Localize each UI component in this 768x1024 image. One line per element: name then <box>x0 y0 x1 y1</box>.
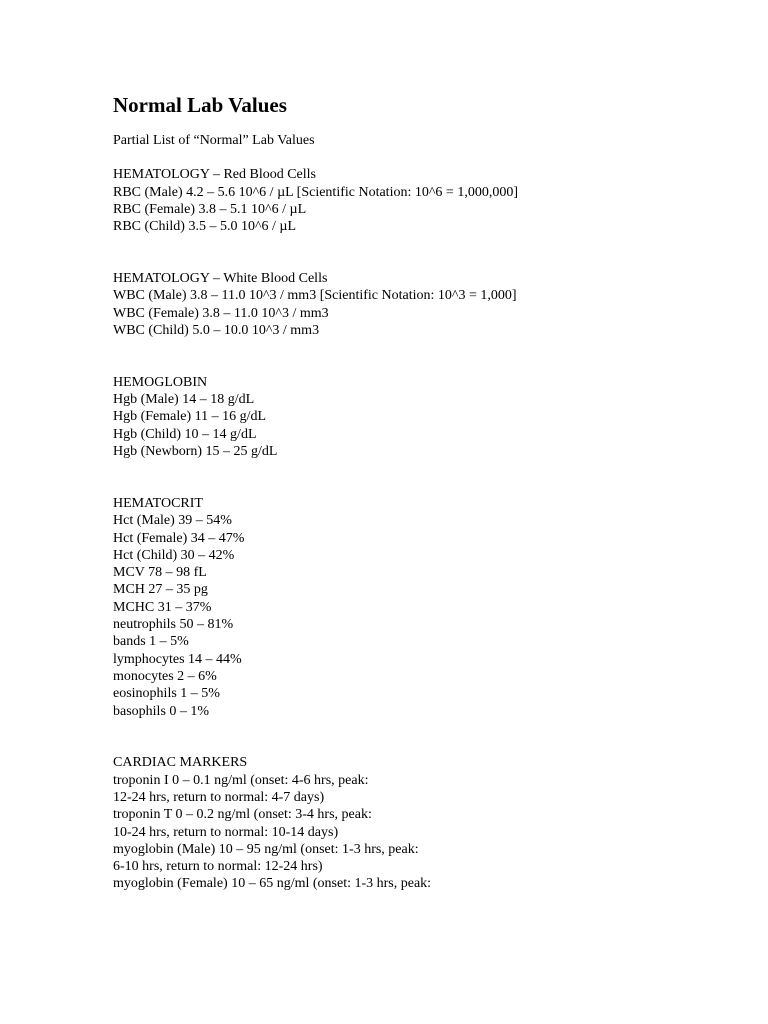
lab-value-line: MCV 78 – 98 fL <box>113 565 207 581</box>
section-heading: HEMOGLOBIN <box>113 374 208 390</box>
lab-value-line: WBC (Male) 3.8 – 11.0 10^3 / mm3 [Scientific Notation: 10^3 = 1,000] <box>113 288 517 304</box>
lab-value-line: lymphocytes 14 – 44% <box>113 651 242 667</box>
section-hematology-rbc <box>113 166 733 235</box>
lab-value-line: eosinophils 1 – 5% <box>113 686 220 702</box>
lab-value-line: neutrophils 50 – 81% <box>113 617 234 633</box>
lab-value-line: RBC (Male) 4.2 – 5.6 10^6 / µL [Scientific Notation: 10^6 = 1,000,000] <box>113 184 518 200</box>
lab-value-line: WBC (Child) 5.0 – 10.0 10^3 / mm3 <box>113 322 320 338</box>
lab-value-line: troponin T 0 – 0.2 ng/ml (onset: 3-4 hrs, peak: <box>113 807 372 823</box>
section-heading: CARDIAC MARKERS <box>113 755 248 771</box>
section-hematology-wbc <box>113 270 733 339</box>
lab-value-line: 12-24 hrs, return to normal: 4-7 days) <box>113 789 325 805</box>
section-heading: HEMATOLOGY – Red Blood Cells <box>113 167 316 183</box>
lab-value-line: monocytes 2 – 6% <box>113 668 217 684</box>
lab-value-line: MCH 27 – 35 pg <box>113 582 208 598</box>
lab-value-line: myoglobin (Male) 10 – 95 ng/ml (onset: 1-3 hrs, peak: <box>113 841 419 857</box>
lab-value-line: Hct (Female) 34 – 47% <box>113 530 245 546</box>
lab-value-line: myoglobin (Female) 10 – 65 ng/ml (onset: 1-3 hrs, peak: <box>113 876 432 892</box>
lab-value-line: Hgb (Child) 10 – 14 g/dL <box>113 426 257 442</box>
lab-value-line: bands 1 – 5% <box>113 634 189 650</box>
section-hemoglobin <box>113 374 733 460</box>
lab-value-line: 10-24 hrs, return to normal: 10-14 days) <box>113 824 339 840</box>
section-cardiac-markers <box>113 754 733 892</box>
lab-value-line: MCHC 31 – 37% <box>113 599 212 615</box>
lab-value-line: 6-10 hrs, return to normal: 12-24 hrs) <box>113 859 323 875</box>
lab-value-line: Hgb (Male) 14 – 18 g/dL <box>113 392 255 408</box>
lab-value-line: Hct (Child) 30 – 42% <box>113 547 235 563</box>
document-page <box>113 92 733 927</box>
lab-value-line: basophils 0 – 1% <box>113 703 210 719</box>
lab-value-line: RBC (Child) 3.5 – 5.0 10^6 / µL <box>113 219 297 235</box>
lab-value-line: Hct (Male) 39 – 54% <box>113 513 232 529</box>
section-heading: HEMATOCRIT <box>113 495 203 511</box>
lab-value-line: WBC (Female) 3.8 – 11.0 10^3 / mm3 <box>113 305 329 321</box>
page-title: Normal Lab Values <box>113 93 287 117</box>
lab-value-line: Hgb (Female) 11 – 16 g/dL <box>113 409 267 425</box>
lab-value-line: troponin I 0 – 0.1 ng/ml (onset: 4-6 hrs, peak: <box>113 772 369 788</box>
page-subtitle: Partial List of “Normal” Lab Values <box>113 133 315 148</box>
section-hematocrit <box>113 495 733 720</box>
section-heading: HEMATOLOGY – White Blood Cells <box>113 271 328 287</box>
lab-value-line: Hgb (Newborn) 15 – 25 g/dL <box>113 444 278 460</box>
lab-value-line: RBC (Female) 3.8 – 5.1 10^6 / µL <box>113 201 307 217</box>
